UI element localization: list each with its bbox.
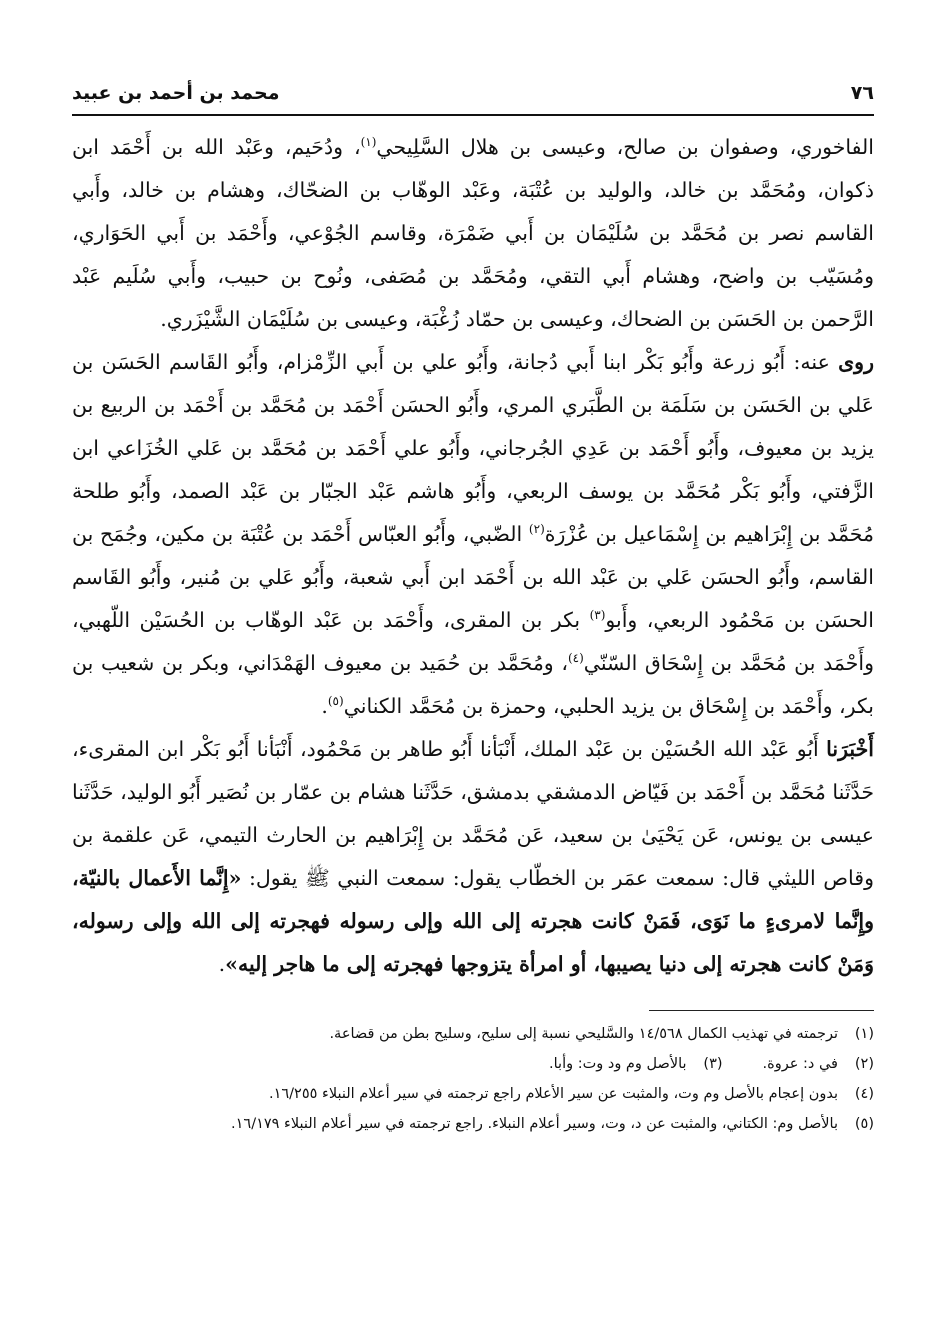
footnote-ref-3[interactable]: (٣) (589, 608, 606, 623)
running-head (72, 74, 874, 114)
paragraph-text: ، ودُحَيم، وعَبْد الله بن أَحْمَد ابن ذكوان، ومُحَمَّد بن خالد، والوليد بن عُتْبَة، وعَبْد الوهّاب بن الضحّاك، وهشام بن خالد، وأَبي القاسم نصر بن مُحَمَّد بن سُلَيْمَان بن أَبي ضَمْرَة، وقاسم الجُوْعي، وأَحْمَد بن أَبي الحَوَاري، ومُسَيّب بن واضح، وهشام أَبي التقي، ومُحَمَّد بن مُصَفى، ونُوح بن حبيب، وأَبي سُلَيم عَبْد الرَّحمن بن الحَسَن بن الضحاك، وعيسى بن حمّاد زُغْبَة، وعيسى بن سُلَيْمَان الشَّيْزَري. (72, 135, 874, 331)
footnote-number: (٣) (703, 1056, 723, 1072)
footnote-text: بدون إعجام بالأصل وم وت، والمثبت عن سير الأعلام راجع ترجمته في سير أعلام النبلاء ١٦/٢٥٥. (268, 1086, 838, 1102)
footnote-3 (549, 1049, 723, 1079)
section-lead-word: أَخْبَرَنا (826, 737, 874, 761)
footnote-text: ترجمته في تهذيب الكمال ١٤/٥٦٨ والسَّليحي نسبة إلى سليح، وسليح بطن من قضاعة. (329, 1026, 838, 1042)
footnote-pair-2-3 (72, 1049, 874, 1079)
page-number: ٧٦ (850, 82, 874, 104)
paragraph-text: عنه: أَبُو زرعة وأَبُو بَكْر ابنا أَبي دُجانة، وأَبُو علي بن أَبي الزِّمْزام، وأَبُو القَاسم الحَسَن بن عَلي بن الحَسَن بن سَلَمَة بن الطَّبَري المري، وأَبُو الحسَن أَحْمَد بن مُحَمَّد بن أَحْمَد بن الربيع بن يزيد بن معيوف، وأَبُو أَحْمَد بن عَدِي الجُرجاني، وأَبُو علي أَحْمَد بن مُحَمَّد بن عَلي الخُزَاعي ابن الزَّفتي، وأَبُو بَكْر مُحَمَّد بن يوسف الربعي، وأَبُو هاشم عَبْد الجبّار بن عَبْد الصمد، وأَبُو طلحة مُحَمَّد بن إِبْرَاهيم بن إِسْمَاعيل بن عُزْرَة (72, 350, 875, 546)
paragraph-text: ، ومُحَمَّد بن حُمَيد بن معيوف الهَمْدَاني، وبكر بن شعيب بن بكر، وأَحْمَد بن إِسْحَاق بن يزيد الحلبي، وحمزة بن مُحَمَّد الكناني (72, 651, 874, 718)
footnote-ref-4[interactable]: (٤) (567, 651, 584, 666)
footnote-ref-1[interactable]: (١) (360, 135, 377, 150)
footnote-2 (763, 1049, 874, 1079)
footnote-text: بالأصل وم ود وت: وأبا. (549, 1056, 687, 1072)
footnote-ref-2[interactable]: (٢) (528, 522, 545, 537)
body-text (72, 126, 874, 986)
footnote-4 (72, 1079, 874, 1109)
running-title: محمد بن أحمد بن عبيد (72, 82, 280, 104)
footnote-5 (72, 1109, 874, 1139)
paragraph-narrators (72, 341, 874, 728)
footnotes (72, 1019, 874, 1139)
footnote-number: (٢) (854, 1056, 874, 1072)
paragraph-text: . (321, 694, 328, 718)
paragraph-text: أَبُو عَبْد الله الحُسَيْن بن عَبْد الملك، أَنْبَأنا أَبُو طاهر بن مَحْمُود، أَنْبَأنا أَبُو بَكْر ابن المقرىء، حَدَّثَنا مُحَمَّد بن أَحْمَد بن فَيّاض الدمشقي بدمشق، حَدَّثَنا هشام بن عمّار بن نُصَير أَبُو الوليد، حَدَّثَنا عيسى بن يونس، عَن يَحْيَىٰ بن سعيد، عَن مُحَمَّد بن إِبْرَاهيم بن الحارث التيمي، عَن علقمة بن وقاص الليثي قال: سمعت عمَر بن الخطّاب يقول: سمعت النبي ﷺ يقول: (72, 737, 874, 890)
paragraph-text: الضّبي، وأَبُو العبّاس أَحْمَد بن عُتْبَة بن مكين، وجُمَح بن القاسم، وأَبُو الحسَن عَلي بن عَبْد الله بن أَحْمَد ابن أَبي شعبة، وأَبُو عَلي بن مُنير، وأَبُو القَاسم الحسَن بن مَحْمُود الربعي، وأَبو (72, 522, 874, 632)
paragraph-text: . (218, 952, 226, 976)
section-lead-word: روى (838, 350, 874, 374)
footnote-rule (649, 1010, 874, 1011)
paragraph-isnad (72, 728, 874, 986)
footnote-number: (٥) (854, 1116, 874, 1132)
footnote-text: بالأصل وم: الكتاني، والمثبت عن د، وت، وسير أعلام النبلاء. راجع ترجمته في سير أعلام النبلاء ١٦/١٧٩. (231, 1116, 838, 1132)
footnote-number: (١) (854, 1026, 874, 1042)
paragraph-text: بكر بن المقرى، وأَحْمَد بن عَبْد الوهّاب بن الحُسَيْن اللّهبي، وأَحْمَد بن مُحَمَّد بن إِسْحَاق السّنّي (72, 608, 875, 675)
book-page (72, 74, 874, 1139)
paragraph-teachers (72, 126, 874, 341)
footnote-text: في د: عروة. (762, 1056, 838, 1072)
footnote-number: (٤) (854, 1086, 874, 1102)
paragraph-text: الفاخوري، وصفوان بن صالح، وعيسى بن هلال السَّلِيحي (376, 135, 874, 159)
header-rule (72, 114, 874, 116)
footnote-1 (72, 1019, 874, 1049)
footnote-ref-5[interactable]: (٥) (327, 694, 344, 709)
hadith-text: «إِنَّما الأَعمال بالنيّة، وإِنَّما لامرىءٍ ما نَوَى، فَمَنْ كانت هجرته إلى الله وإلى رسوله فهجرته إلى الله وإلى رسوله، وَمَنْ كانت هجرته إلى دنيا يصيبها، أو امرأة يتزوجها فهجرته إلى ما هاجر إليه» (72, 866, 874, 976)
